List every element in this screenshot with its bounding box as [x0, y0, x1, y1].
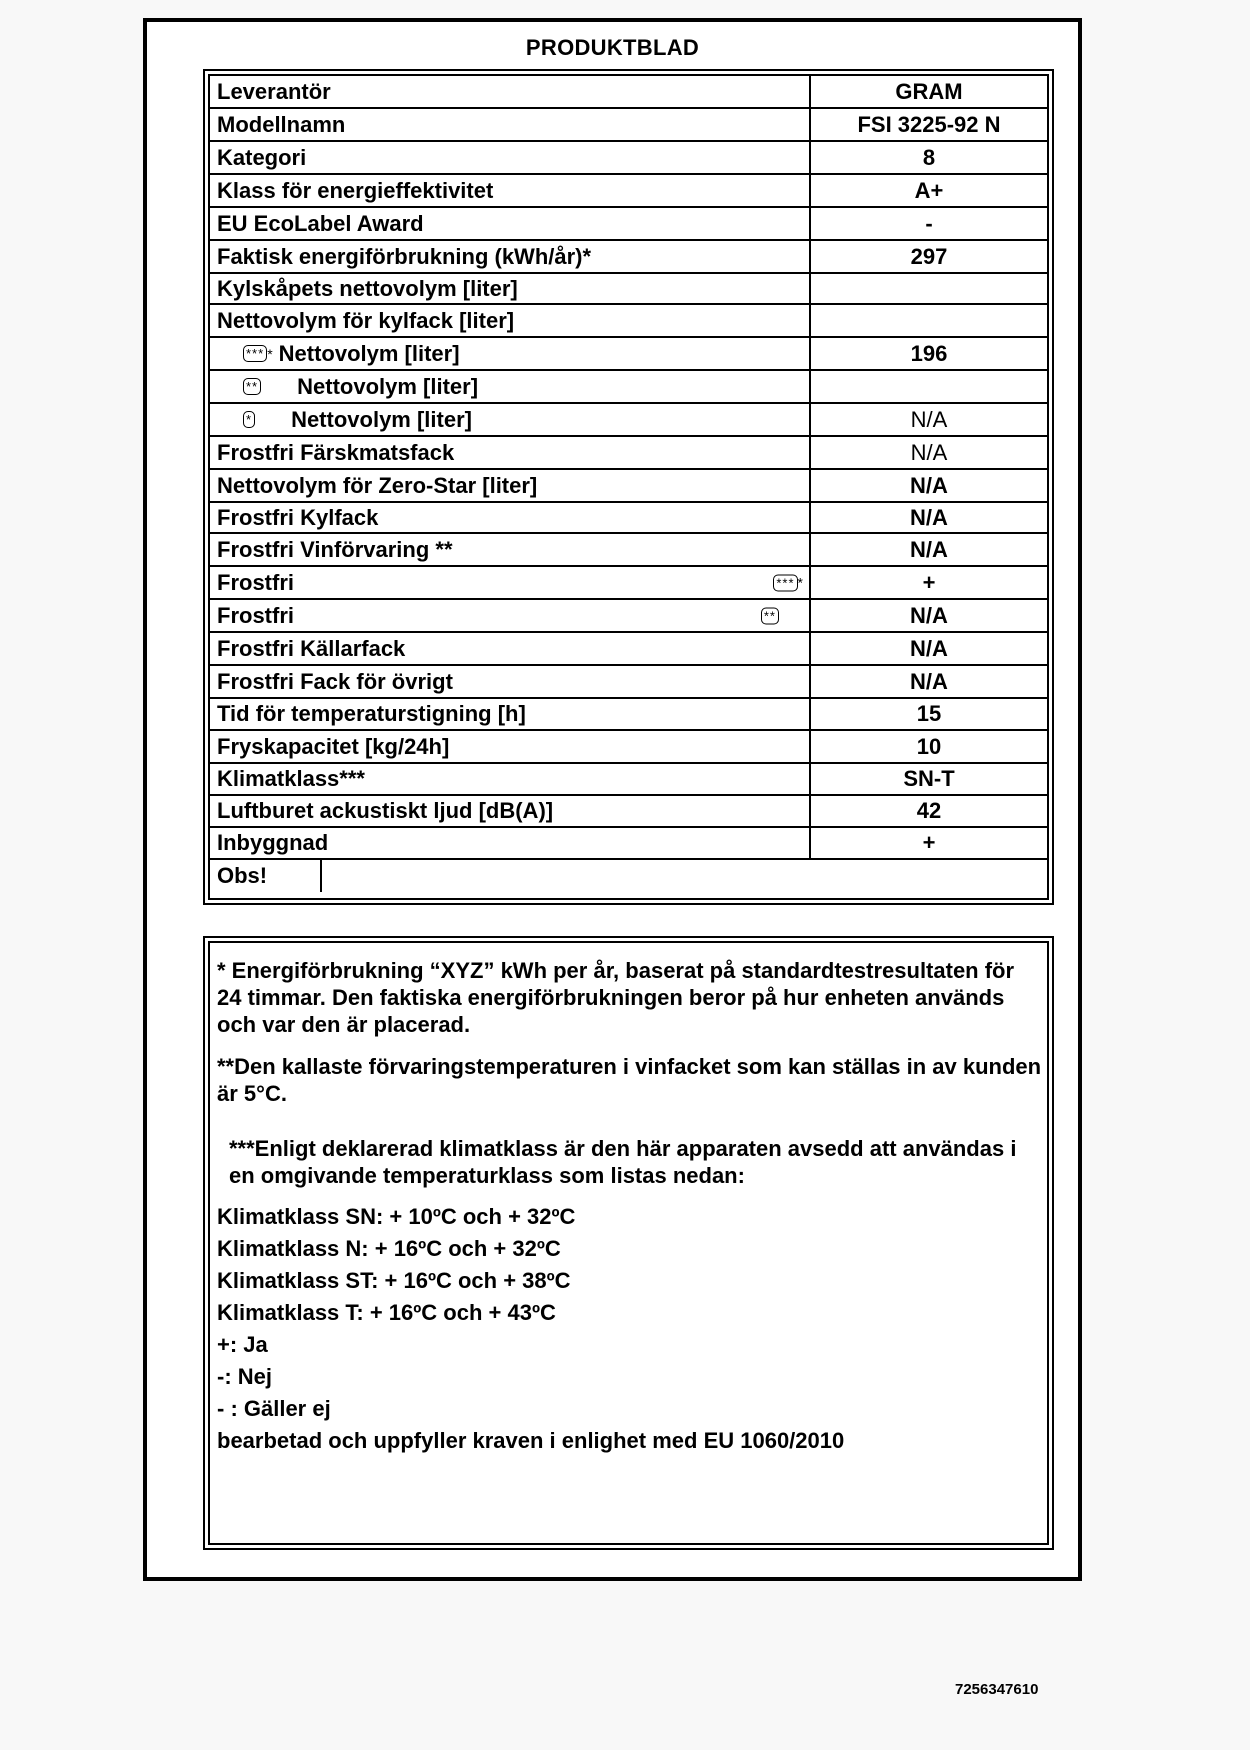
row-label [210, 109, 811, 140]
row-label-text: Faktisk energiförbrukning (kWh/år)* [217, 243, 592, 269]
row-label-text: Modellnamn [217, 111, 346, 137]
table-row [210, 503, 1047, 534]
row-label [210, 666, 811, 697]
table-row [210, 470, 1047, 503]
row-label [210, 860, 1047, 892]
row-label-text: Nettovolym för Zero-Star [liter] [217, 472, 538, 498]
table-row [210, 109, 1047, 142]
star-rating-group [761, 607, 779, 624]
row-label-text: Frostfri Fack för övrigt [217, 668, 453, 694]
row-value: A+ [914, 177, 944, 203]
row-value: N/A [910, 668, 948, 694]
table-row [210, 241, 1047, 274]
row-label [210, 305, 811, 336]
note-wine: **Den kallaste förvaringstemperaturen i vinfacket som kan ställas in av kunden är 5°C. [217, 1054, 1042, 1106]
table-row [210, 76, 1047, 109]
row-label [210, 241, 811, 272]
table-row [210, 567, 1047, 600]
notes-box [203, 936, 1054, 1550]
row-label-text: Frostfri Färskmatsfack [217, 439, 455, 465]
row-label-text: Klimatklass*** [217, 766, 365, 791]
product-sheet [143, 18, 1082, 1581]
row-value: N/A [910, 536, 948, 562]
row-value: GRAM [895, 78, 963, 104]
row-label [210, 371, 811, 402]
row-label-text: Inbyggnad [217, 830, 329, 855]
row-label-text: Leverantör [217, 78, 331, 104]
table-row [210, 305, 1047, 338]
row-label [210, 567, 811, 598]
row-label [210, 764, 811, 794]
row-value: + [922, 569, 936, 595]
climate-line: Klimatklass ST: + 16ºC och + 38ºC [217, 1268, 571, 1293]
row-value: 15 [916, 701, 942, 726]
row-value: 8 [922, 144, 936, 170]
row-value [811, 305, 1047, 336]
row-label [210, 828, 811, 858]
table-row [210, 404, 1047, 437]
row-label-text: Fryskapacitet [kg/24h] [217, 733, 450, 759]
row-label-text: Nettovolym för kylfack [liter] [217, 307, 515, 333]
four-star-icon: *** [243, 345, 267, 362]
two-star-icon: ** [243, 378, 261, 395]
row-label-text: Frostfri Vinförvaring ** [217, 536, 453, 562]
star-extra-icon: * [267, 345, 273, 362]
row-label [210, 142, 811, 173]
row-label [210, 437, 811, 468]
row-label [210, 274, 811, 303]
notes-obs-row [210, 860, 1047, 892]
row-value: 196 [910, 340, 948, 366]
row-label-text: Frostfri [217, 569, 294, 595]
row-value: N/A [910, 439, 948, 465]
table-row [210, 796, 1047, 828]
row-label-text: EU EcoLabel Award [217, 210, 424, 236]
row-label [210, 470, 811, 501]
page-title: PRODUKTBLAD [525, 35, 700, 60]
row-value: N/A [910, 635, 948, 661]
row-label [210, 338, 811, 369]
row-value: 10 [916, 733, 942, 759]
row-label-text: Tid för temperaturstigning [h] [217, 701, 526, 726]
row-label [210, 731, 811, 762]
row-label-text: Nettovolym [liter] [278, 340, 460, 366]
table-row [210, 208, 1047, 241]
table-row [210, 828, 1047, 860]
row-label-text: Luftburet ackustiskt ljud [dB(A)] [217, 798, 554, 823]
table-row [210, 175, 1047, 208]
table-row [210, 633, 1047, 666]
legend-line: +: Ja [217, 1332, 268, 1357]
row-label [210, 600, 811, 631]
legend-line: -: Nej [217, 1364, 272, 1389]
row-label-text: Frostfri Källarfack [217, 635, 406, 661]
table-row [210, 371, 1047, 404]
climate-line: Klimatklass T: + 16ºC och + 43ºC [217, 1300, 556, 1325]
row-value: FSI 3225-92 N [857, 111, 1001, 137]
table-row [210, 437, 1047, 470]
row-label [210, 175, 811, 206]
row-value: 42 [916, 798, 942, 823]
table-row [210, 274, 1047, 305]
row-value: + [922, 830, 936, 855]
table-row [210, 666, 1047, 699]
row-value: 297 [910, 243, 948, 269]
row-label-text: Kylskåpets nettovolym [liter] [217, 275, 518, 301]
row-value: SN-T [903, 766, 955, 791]
note-energy: * Energiförbrukning “XYZ” kWh per år, baserat på standardtestresultaten för 24 timmar. Den faktiska energiförbrukningen beror på hur enheten används och var den är placerad. [217, 958, 1015, 1037]
table-row [210, 699, 1047, 731]
notes-content [208, 941, 1049, 1545]
row-value: N/A [910, 602, 948, 628]
row-value: N/A [910, 472, 948, 498]
row-label [210, 503, 811, 532]
row-label-text: Frostfri Kylfack [217, 504, 379, 530]
climate-line: Klimatklass SN: + 10ºC och + 32ºC [217, 1204, 576, 1229]
row-label [210, 208, 811, 239]
climate-line: Klimatklass N: + 16ºC och + 32ºC [217, 1236, 561, 1261]
document-number: 7256347610 [955, 1681, 1039, 1698]
product-table [203, 69, 1054, 905]
climate-class-list [217, 1201, 1043, 1457]
row-label-text: Nettovolym [liter] [291, 406, 472, 432]
two-star-icon: ** [761, 607, 779, 624]
row-label [210, 796, 811, 826]
row-value: N/A [910, 504, 948, 530]
compliance-line: bearbetad och uppfyller kraven i enlighet med EU 1060/2010 [217, 1428, 845, 1453]
table-row [210, 534, 1047, 567]
row-label-text: Obs! [217, 863, 268, 888]
star-rating-group [773, 574, 803, 591]
table-row [210, 731, 1047, 764]
row-label-text: Nettovolym [liter] [297, 373, 479, 399]
obs-divider [320, 860, 322, 892]
note-climate: ***Enligt deklarerad klimatklass är den här apparaten avsedd att användas i en omgivande temperaturklass som listas nedan: [229, 1136, 1017, 1188]
four-star-icon: *** [773, 574, 797, 591]
star-extra-icon: * [797, 574, 803, 591]
product-table-body [208, 74, 1049, 900]
one-star-icon: * [243, 411, 255, 428]
row-label-text: Klass för energieffektivitet [217, 177, 494, 203]
table-row [210, 600, 1047, 633]
legend-line: - : Gäller ej [217, 1396, 331, 1421]
row-label [210, 404, 811, 435]
row-label [210, 633, 811, 664]
row-label [210, 76, 811, 107]
row-label [210, 534, 811, 565]
row-value [811, 371, 1047, 402]
row-value: N/A [910, 406, 948, 432]
row-value: - [925, 210, 933, 236]
table-row [210, 764, 1047, 796]
row-label-text: Frostfri [217, 602, 294, 628]
table-row [210, 142, 1047, 175]
row-label [210, 699, 811, 729]
row-value [811, 274, 1047, 303]
table-row [210, 338, 1047, 371]
row-label-text: Kategori [217, 144, 307, 170]
